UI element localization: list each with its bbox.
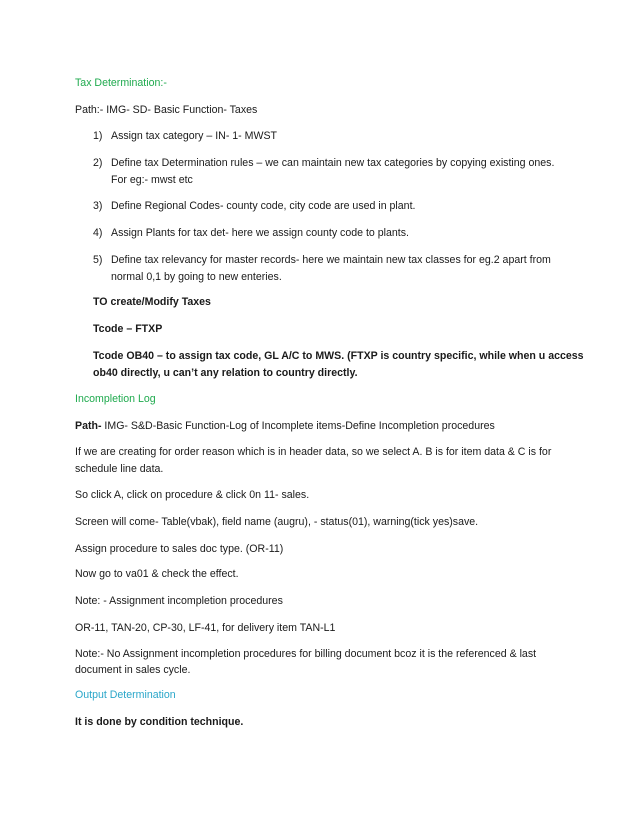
heading-output-determination: Output Determination <box>75 689 176 701</box>
click-procedure: So click A, click on procedure & click 0n 11- sales. <box>75 489 310 501</box>
list-item-number: 2) <box>93 157 103 169</box>
list-item-number: 1) <box>93 130 103 142</box>
heading-incompletion-log: Incompletion Log <box>75 393 156 405</box>
note-billing-line2: document in sales cycle. <box>75 664 191 676</box>
list-item-text-continued: For eg:- mwst etc <box>111 174 193 186</box>
list-item-number: 5) <box>93 254 103 266</box>
note-billing-line1: Note:- No Assignment incompletion procedures for billing document bcoz it is the referenced & last <box>75 648 537 660</box>
incompletion-path <box>75 420 495 433</box>
list-item-number: 4) <box>93 227 103 239</box>
note-assignment: Note: - Assignment incompletion procedures <box>75 595 283 607</box>
path-text: IMG- S&D-Basic Function-Log of Incomplete items-Define Incompletion procedures <box>101 420 495 432</box>
procedure-codes: OR-11, TAN-20, CP-30, LF-41, for delivery item TAN-L1 <box>75 622 336 634</box>
list-item-text: Define Regional Codes- county code, city code are used in plant. <box>111 200 416 212</box>
tax-path: Path:- IMG- SD- Basic Function- Taxes <box>75 104 258 116</box>
create-modify-taxes: TO create/Modify Taxes <box>93 296 211 308</box>
tcode-ftxp: Tcode – FTXP <box>93 323 163 335</box>
condition-technique: It is done by condition technique. <box>75 716 244 728</box>
list-item-text: Define tax relevancy for master records- here we maintain new tax classes for eg.2 apart from <box>111 254 551 266</box>
list-item-text-continued: normal 0,1 by going to new enteries. <box>111 271 282 283</box>
order-reason-line2: schedule line data. <box>75 463 164 475</box>
path-label: Path- <box>75 420 102 432</box>
tcode-ob40-line1: Tcode OB40 – to assign tax code, GL A/C to MWS. (FTXP is country specific, while when u access <box>93 350 584 362</box>
assign-procedure: Assign procedure to sales doc type. (OR-11) <box>75 543 284 555</box>
list-item-text: Define tax Determination rules – we can maintain new tax categories by copying existing ones. <box>111 157 555 169</box>
list-item-number: 3) <box>93 200 103 212</box>
list-item-text: Assign tax category – IN- 1- MWST <box>111 130 278 142</box>
list-item-text: Assign Plants for tax det- here we assign county code to plants. <box>111 227 409 239</box>
go-to-va01: Now go to va01 & check the effect. <box>75 568 239 580</box>
tcode-ob40-line2: ob40 directly, u can’t any relation to country directly. <box>93 367 358 379</box>
screen-fields: Screen will come- Table(vbak), field name (augru), - status(01), warning(tick yes)save. <box>75 516 479 528</box>
order-reason-line1: If we are creating for order reason which is in header data, so we select A. B is for item data & C is for <box>75 446 552 458</box>
heading-tax-determination: Tax Determination:- <box>75 77 167 89</box>
